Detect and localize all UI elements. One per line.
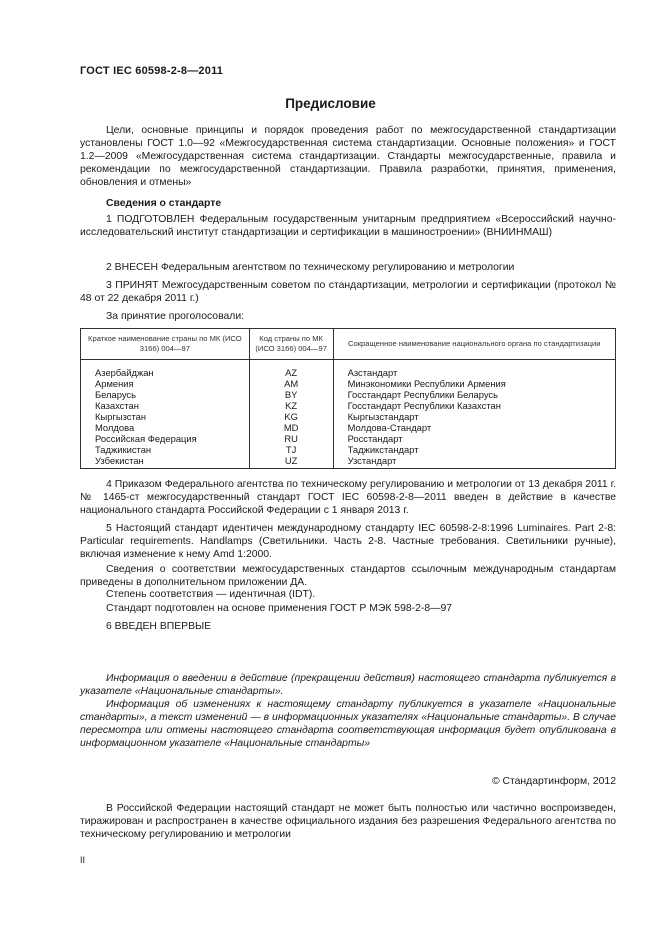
- table-row: [81, 433, 616, 444]
- table-row: [81, 411, 616, 422]
- item-1: 1 ПОДГОТОВЛЕН Федеральным государственным унитарным предприятием «Всероссийский научно-исследовательский институт стандартизации и сертификации в машиностроении» (ВНИИНМАШ): [80, 214, 616, 238]
- copyright: © Стандартинформ, 2012: [491, 776, 616, 787]
- code-cell: KZ: [249, 400, 333, 411]
- country-cell: Азербайджан: [81, 360, 250, 379]
- country-cell: Узбекистан: [81, 455, 250, 469]
- body-cell: Госстандарт Республики Беларусь: [333, 389, 615, 400]
- body-cell: Азстандарт: [333, 360, 615, 379]
- table-header-country: Краткое наименование страны по МК (ИСО 3166) 004—97: [81, 329, 250, 360]
- body-cell: Таджикстандарт: [333, 444, 615, 455]
- item-3: 3 ПРИНЯТ Межгосударственным советом по стандартизации, метрологии и сертификации (протокол № 48 от 22 декабря 2011 г.): [80, 280, 616, 304]
- country-cell: Молдова: [81, 422, 250, 433]
- item-2: 2 ВНЕСЕН Федеральным агентством по техническому регулированию и метрологии: [106, 262, 515, 273]
- table-header-row: [81, 329, 616, 360]
- code-cell: MD: [249, 422, 333, 433]
- country-cell: Казахстан: [81, 400, 250, 411]
- country-cell: Российская Федерация: [81, 433, 250, 444]
- intro-paragraph: Цели, основные принципы и порядок проведения работ по межгосударственной стандартизации установлены ГОСТ 1.0—92 «Межгосударственная система стандартизации. Основные положения» и ГОСТ 1.2—2009 «Межгосударственная система стандартизации. Стандарты межгосударственные, правила и рекомендации по межгосударственной стандартизации. Правила разработки, принятия, применения, обновления и отмены»: [80, 125, 616, 188]
- item-5: 5 Настоящий стандарт идентичен международному стандарту IEC 60598-2-8:1996 Luminaires. Part 2-8: Particular requirements. Handlamps (Светильники. Часть 2-8. Частные требования. Светильники ручные), включая изменение к нему Amd 1:2000.: [80, 523, 616, 560]
- legal-notice: В Российской Федерации настоящий стандарт не может быть полностью или частично воспроизведен, тиражирован и распространен в качестве официального издания без разрешения Федерального агентства по техническому регулированию и метрологии: [80, 803, 616, 840]
- country-cell: Армения: [81, 378, 250, 389]
- table-row: [81, 422, 616, 433]
- page-title: Предисловие: [285, 96, 376, 111]
- table-header-body: Сокращенное наименование национального органа по стандартизации: [333, 329, 615, 360]
- item-5-references: Сведения о соответствии межгосударственных стандартов ссылочным международным стандартам приведены в дополнительном приложении ДА.: [80, 564, 616, 588]
- country-cell: Беларусь: [81, 389, 250, 400]
- body-cell: Узстандарт: [333, 455, 615, 469]
- item-5-degree: Степень соответствия — идентичная (IDT).: [106, 589, 316, 600]
- voted-label: За принятие проголосовали:: [106, 311, 245, 322]
- code-cell: UZ: [249, 455, 333, 469]
- table-row: [81, 378, 616, 389]
- country-cell: Таджикистан: [81, 444, 250, 455]
- table-row: [81, 444, 616, 455]
- body-cell: Госстандарт Республики Казахстан: [333, 400, 615, 411]
- body-cell: Кыргызстандарт: [333, 411, 615, 422]
- info-introduction: Информация о введении в действие (прекращении действия) настоящего стандарта публикуется в указателе «Национальные стандарты».: [80, 673, 616, 697]
- table-row: [81, 455, 616, 469]
- running-header: ГОСТ IEC 60598-2-8—2011: [80, 65, 224, 77]
- section-heading: Сведения о стандарте: [106, 198, 222, 209]
- table-row: [81, 389, 616, 400]
- page-number: II: [80, 855, 86, 865]
- code-cell: AZ: [249, 360, 333, 379]
- code-cell: KG: [249, 411, 333, 422]
- code-cell: AM: [249, 378, 333, 389]
- country-cell: Кыргызстан: [81, 411, 250, 422]
- body-cell: Молдова-Стандарт: [333, 422, 615, 433]
- table-row: [81, 400, 616, 411]
- table-header-code: Код страны по МК (ИСО 3166) 004—97: [249, 329, 333, 360]
- body-cell: Росстандарт: [333, 433, 615, 444]
- code-cell: BY: [249, 389, 333, 400]
- voting-table: [80, 328, 616, 469]
- body-cell: Минэкономики Республики Армения: [333, 378, 615, 389]
- info-changes: Информация об изменениях к настоящему стандарту публикуется в указателе «Национальные стандарты», а текст изменений — в информационных указателях «Национальные стандарты». В случае пересмотра или отмены настоящего стандарта соответствующая информация будет опубликована в информационном указателе «Национальные стандарты»: [80, 699, 616, 749]
- item-5-basis: Стандарт подготовлен на основе применения ГОСТ Р МЭК 598-2-8—97: [106, 603, 453, 614]
- item-6: 6 ВВЕДЕН ВПЕРВЫЕ: [106, 621, 212, 632]
- item-4: 4 Приказом Федерального агентства по техническому регулированию и метрологии от 13 декабря 2011 г. № 1465-ст межгосударственный стандарт ГОСТ IEC 60598-2-8—2011 введен в действие в качестве национального стандарта Российской Федерации с 1 января 2013 г.: [80, 479, 616, 516]
- code-cell: TJ: [249, 444, 333, 455]
- code-cell: RU: [249, 433, 333, 444]
- table-row: [81, 360, 616, 379]
